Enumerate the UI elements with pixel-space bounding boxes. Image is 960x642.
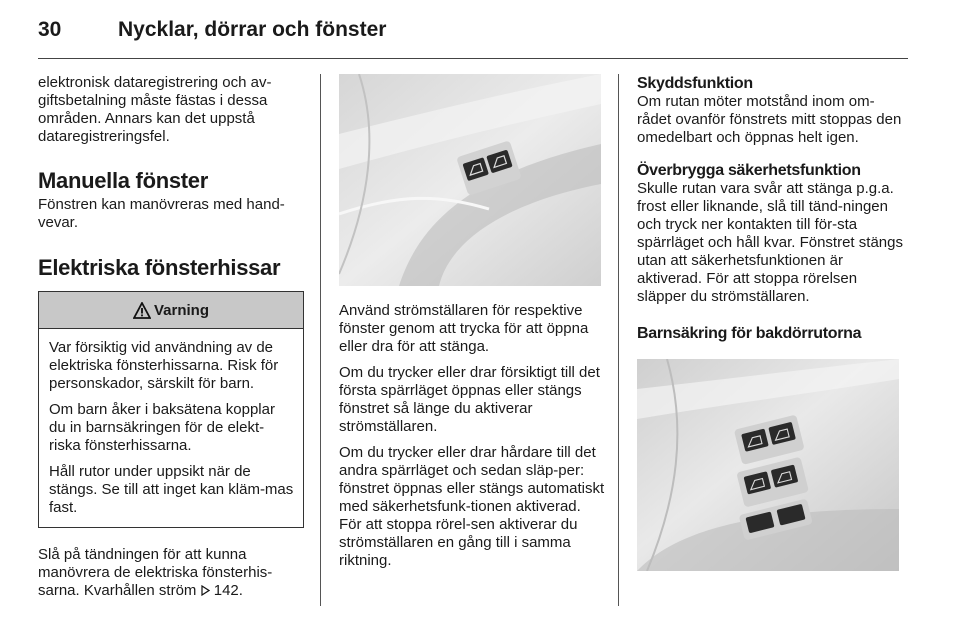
column-divider bbox=[320, 74, 321, 606]
page-title: Nycklar, dörrar och fönster bbox=[118, 18, 387, 41]
column-right bbox=[637, 74, 905, 571]
door-panel-switches-illustration bbox=[637, 359, 899, 571]
header-divider bbox=[38, 58, 908, 59]
warning-body bbox=[39, 329, 303, 527]
column-divider bbox=[618, 74, 619, 606]
ignition-paragraph bbox=[38, 546, 304, 600]
page-number: 30 bbox=[38, 18, 62, 41]
manual-windows-paragraph: Fönstren kan manövreras med hand-vevar. bbox=[38, 196, 285, 231]
heading-electric-windows: Elektriska fönsterhissar bbox=[38, 255, 281, 280]
first-detent-paragraph: Om du trycker eller drar försiktigt till det första spärrläget öppnas eller stängs fönstret så länge du aktiverar strömställaren. bbox=[339, 364, 600, 435]
warning-triangle-icon bbox=[133, 302, 151, 319]
warning-title: Varning bbox=[153, 301, 209, 319]
heading-protection: Skyddsfunktion bbox=[637, 75, 753, 92]
page-reference[interactable]: 142. bbox=[213, 582, 243, 599]
column-middle bbox=[339, 74, 605, 570]
second-detent-paragraph: Om du trycker eller drar hårdare till det andra spärrläget och sedan släp-per: fönstret öppnas eller stängs automatiskt med säkerhetsfunk-tionen aktiverad. För att stoppa rörel-sen aktiverar du strömställaren en gång till i samma riktning. bbox=[339, 444, 605, 569]
switch-usage-paragraph: Använd strömställaren för respektive fönster genom att trycka för att öppna eller dra för att stänga. bbox=[339, 302, 589, 355]
window-switch-photo bbox=[339, 74, 601, 286]
child-lock-photo bbox=[637, 359, 899, 571]
heading-manual-windows: Manuella fönster bbox=[38, 168, 209, 193]
protection-paragraph: Om rutan möter motstånd inom om-rådet ovanför fönstrets mitt stoppas den omedelbart och öppnas helt igen. bbox=[637, 93, 902, 146]
ignition-text: Slå på tändningen för att kunna manövrera de elektriska fönsterhis-sarna. Kvarhållen ström bbox=[38, 546, 273, 599]
column-left bbox=[38, 74, 304, 600]
page-reference-arrow-icon bbox=[201, 585, 210, 596]
page-header bbox=[38, 18, 908, 52]
heading-child-lock: Barnsäkring för bakdörrutorna bbox=[637, 325, 862, 342]
warning-paragraph: Om barn åker i baksätena kopplar du in barnsäkringen för de elekt-riska fönsterhissarna. bbox=[49, 401, 275, 454]
warning-paragraph: Var försiktig vid användning av de elektriska fönsterhissarna. Risk för personskador, särskilt för barn. bbox=[49, 339, 279, 392]
warning-paragraph: Håll rutor under uppsikt när de stängs. Se till att inget kan kläm-mas fast. bbox=[49, 463, 294, 516]
warning-header bbox=[39, 292, 303, 329]
warning-box bbox=[38, 291, 304, 528]
override-paragraph: Skulle rutan vara svår att stänga p.g.a. frost eller liknande, slå till tänd-ningen och tryck ner kontakten till för-sta spärrläget och håll kvar. Fönstret stängs utan att säkerhetsfunktionen är aktiverad. För att stoppa rörelsen släpper du strömställaren. bbox=[637, 180, 903, 305]
door-panel-illustration bbox=[339, 74, 601, 286]
heading-override: Överbrygga säkerhetsfunktion bbox=[637, 162, 861, 179]
intro-paragraph: elektronisk dataregistrering och av-giftsbetalning måste fästas i dessa områden. Annars kan det uppstå dataregistreringsfel. bbox=[38, 74, 272, 145]
